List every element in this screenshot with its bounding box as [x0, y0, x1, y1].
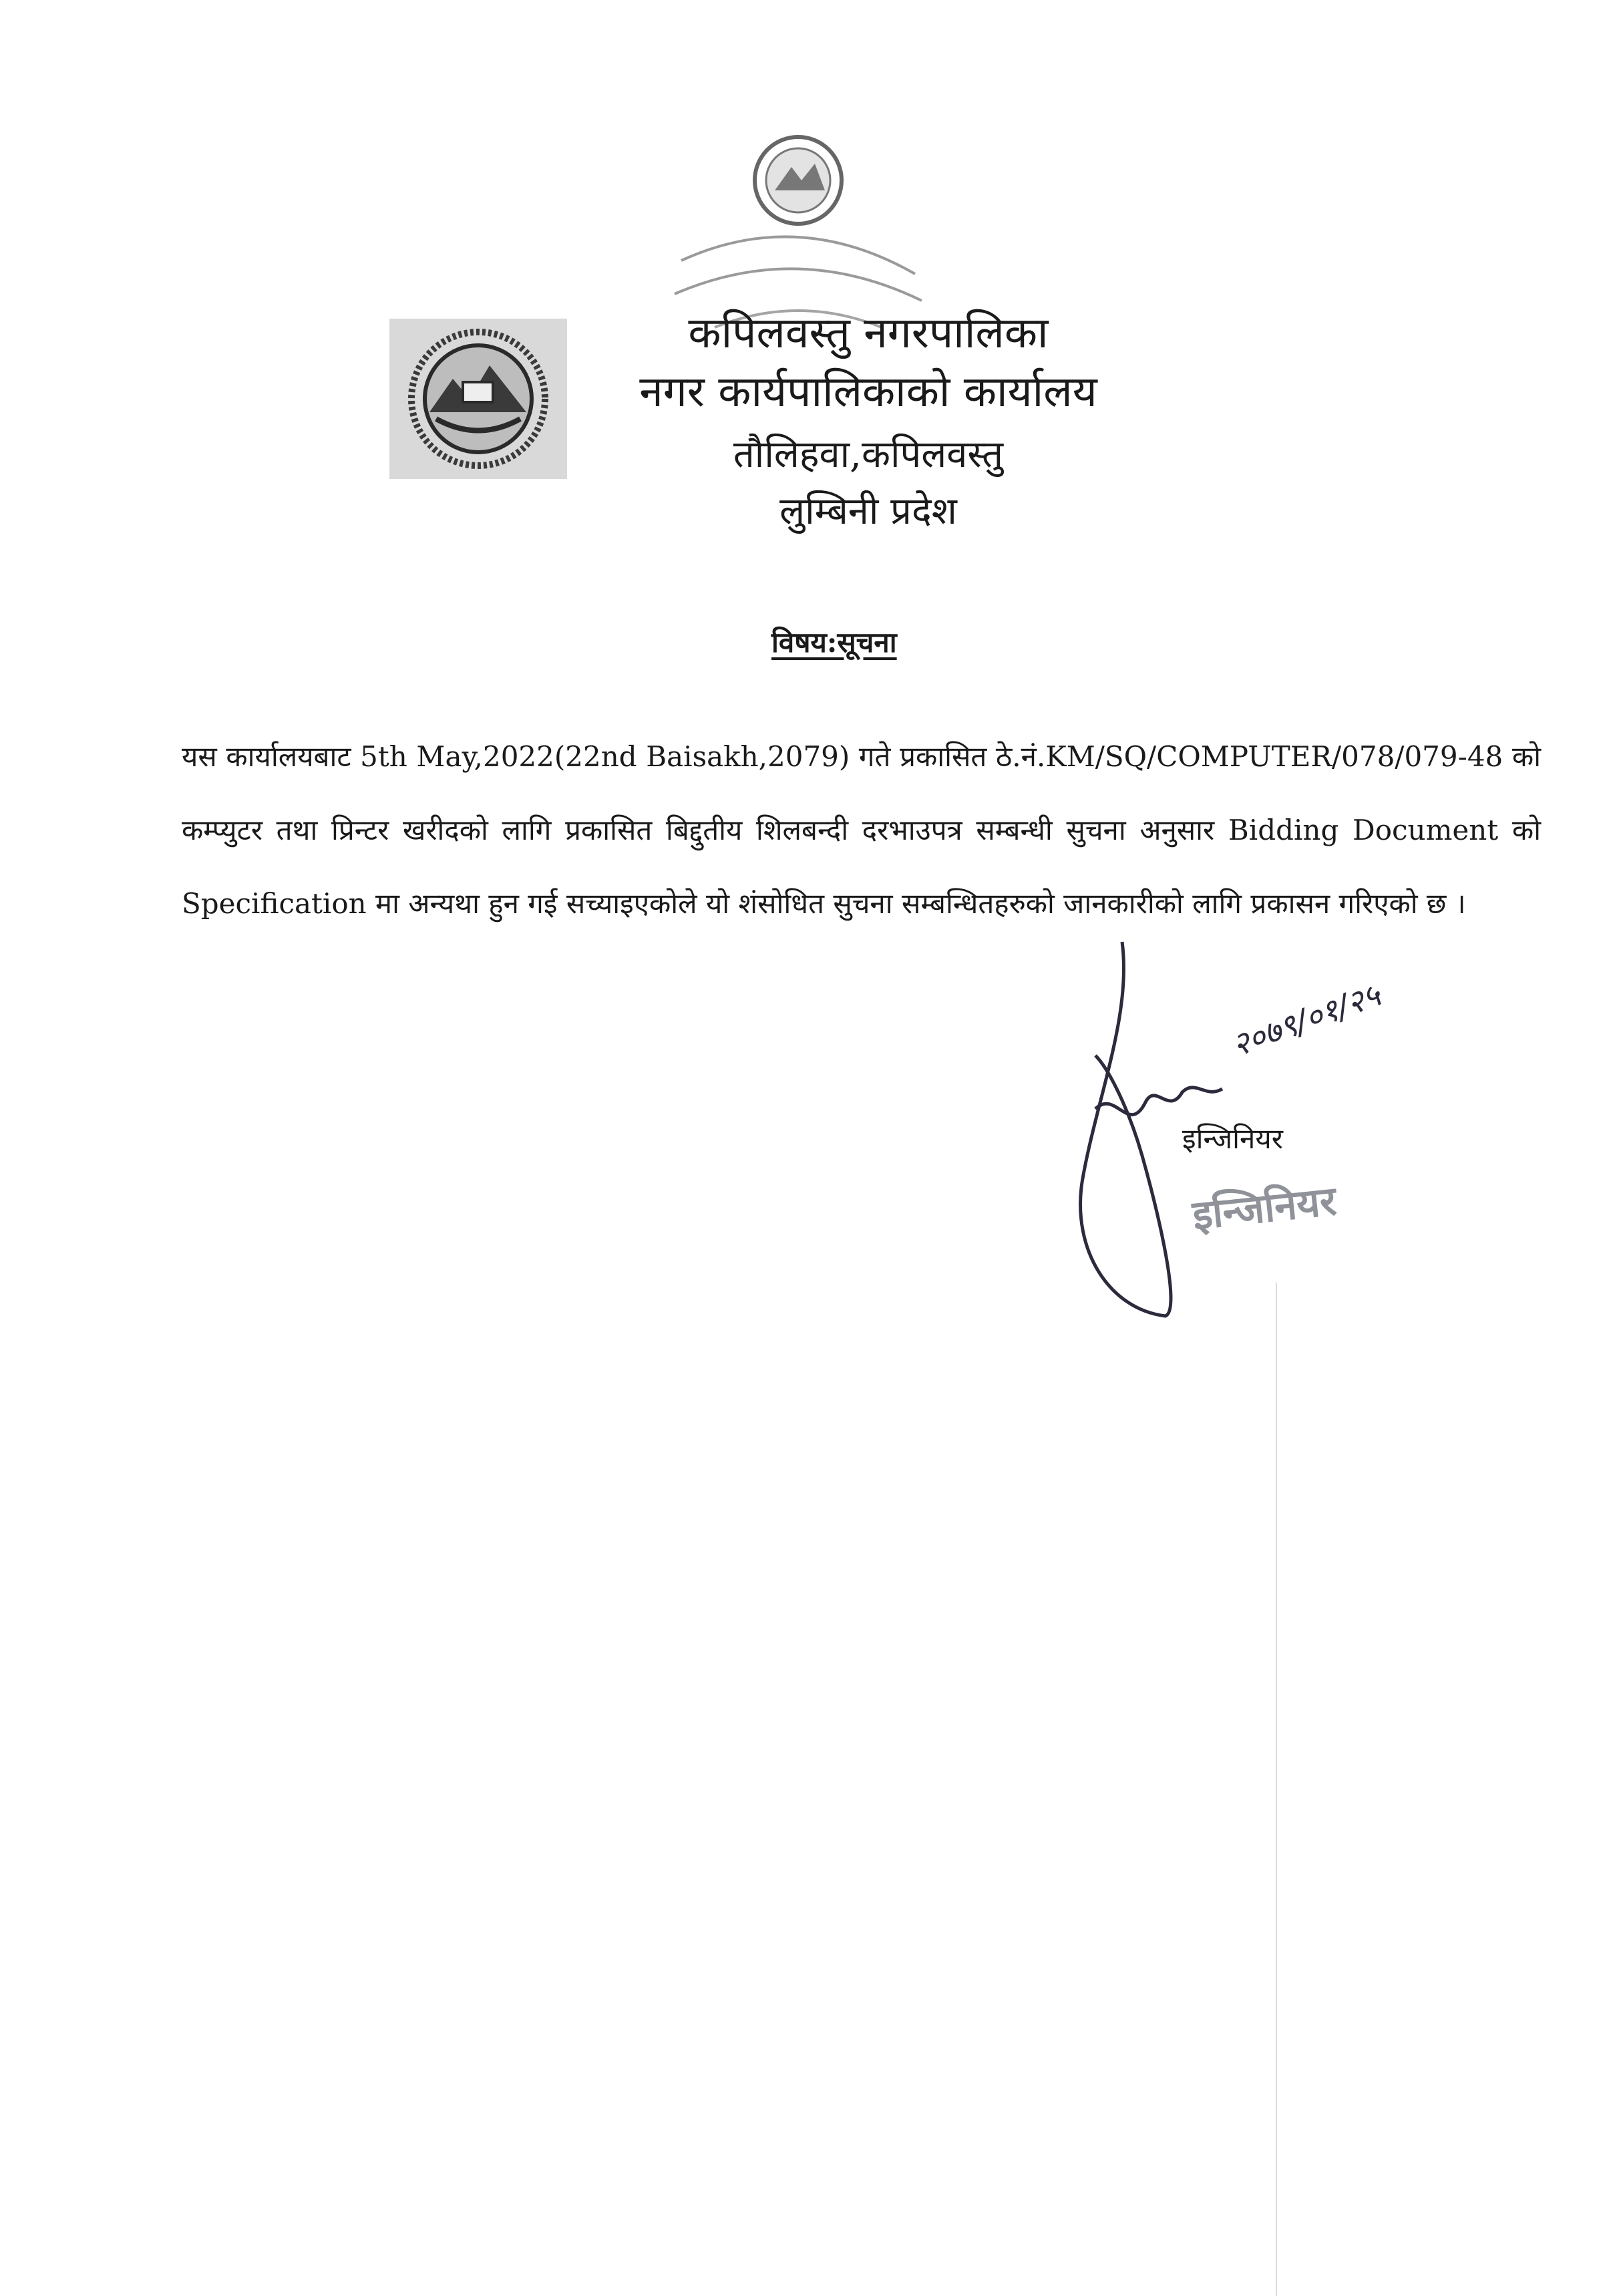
office-name: कपिलवस्तु नगरपालिका: [688, 309, 1049, 358]
scan-fold-line: [1276, 1283, 1277, 2296]
notice-body: यस कार्यालयबाट 5th May,2022(22nd Baisakh,2079) गते प्रकासित ठे.नं.KM/SQ/COMPUTER/078/079-48 को कम्प्युटर तथा प्रिन्टर खरीदको लागि प्रकासित बिद्दुतीय शिलबन्दी दरभाउपत्र सम्बन्धी सुचना अनुसार Bidding Document को Specification मा अन्यथा हुन गई सच्याइएकोले यो शंसोधित सुचना सम्बन्धितहरुको जानकारीको लागि प्रकासन गरिएको छ ।: [182, 740, 1541, 920]
office-subtitle: नगर कार्यपालिकाको कार्यालय: [639, 367, 1097, 417]
signature-date: २०७९/०१/२५: [1227, 976, 1386, 1065]
office-address: तौलिहवा,कपिलवस्तु: [733, 433, 1004, 476]
signatory-title: इन्जिनियर: [1182, 1122, 1283, 1155]
notice-subject: विषय:सूचना: [771, 626, 897, 659]
designation-stamp: इन्जिनियर: [1190, 1177, 1338, 1240]
office-province: लुम्बिनी प्रदेश: [779, 490, 957, 533]
